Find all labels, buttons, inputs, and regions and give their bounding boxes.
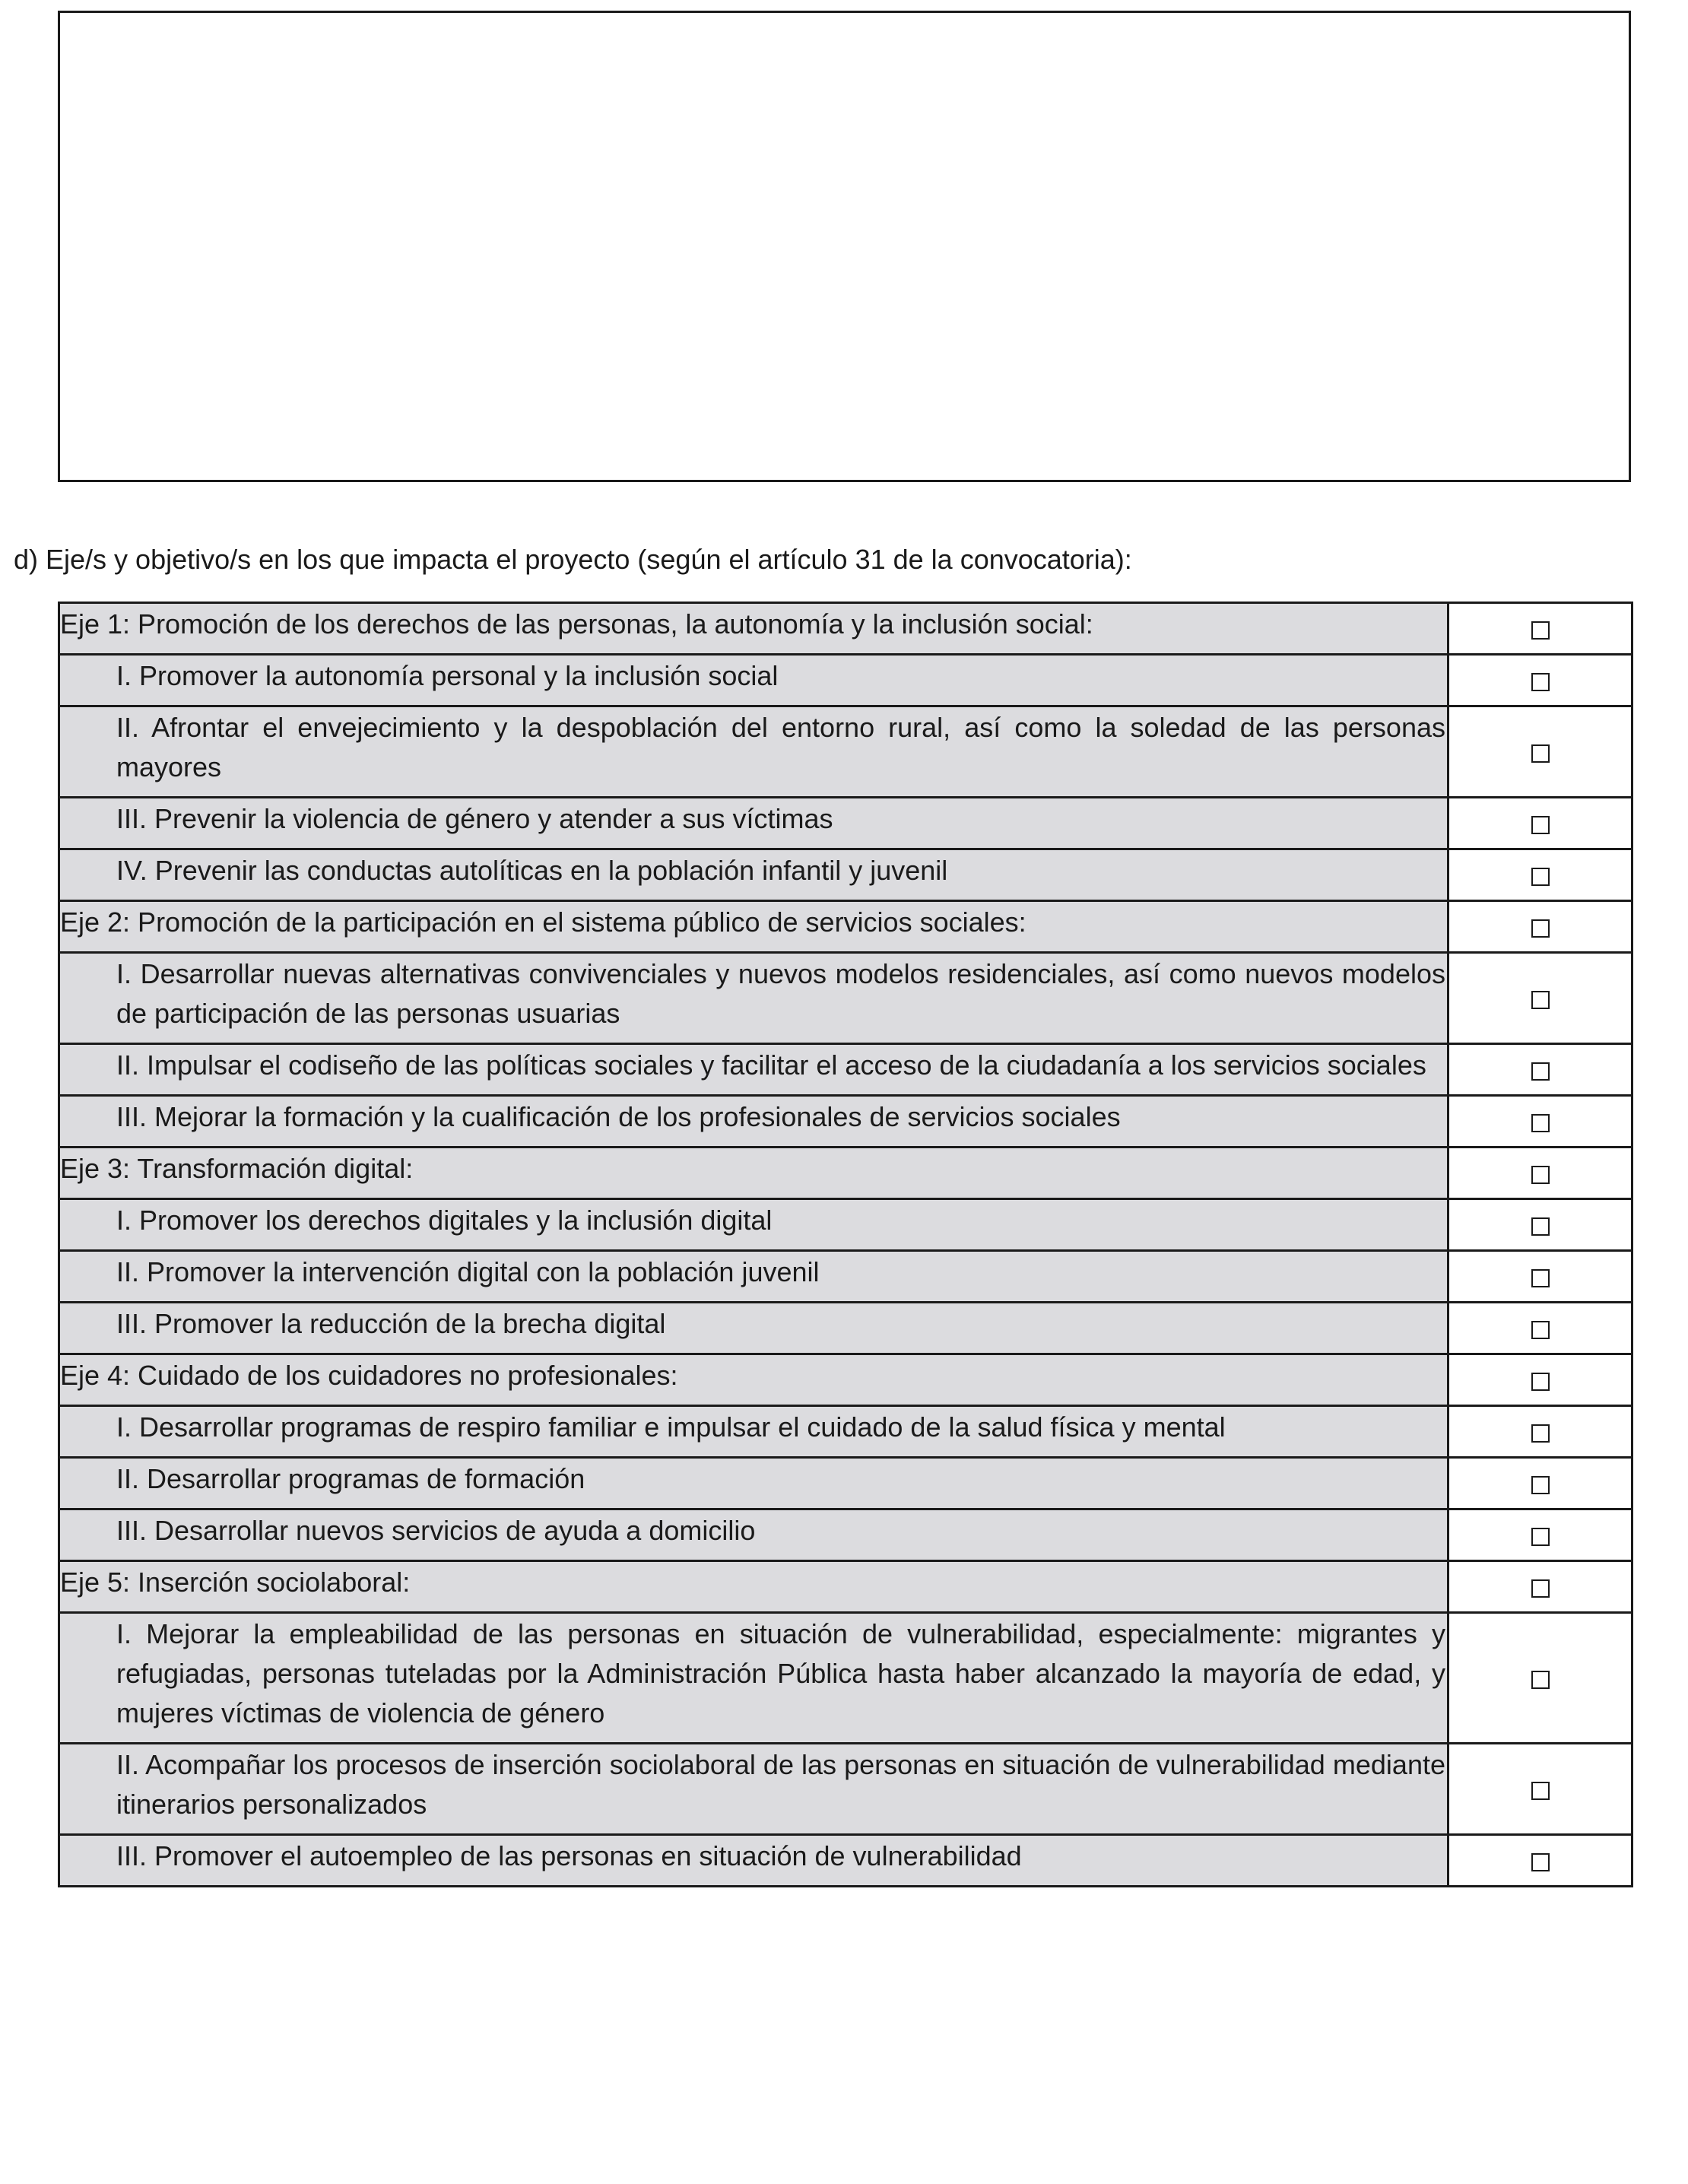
checkbox[interactable]: [1531, 744, 1550, 763]
axis-3-objective-1-row: [59, 1199, 1632, 1251]
row-label-cell: [59, 1406, 1448, 1458]
axis-label: Eje 5: Inserción sociolaboral:: [60, 1567, 411, 1598]
row-label-cell: [59, 1561, 1448, 1613]
row-checkbox-cell: [1448, 603, 1632, 655]
row-checkbox-cell: [1448, 1613, 1632, 1744]
row-label-cell: [59, 1744, 1448, 1835]
axis-2-row: [59, 901, 1632, 953]
axis-1-objective-2-row: [59, 706, 1632, 798]
row-checkbox-cell: [1448, 1199, 1632, 1251]
checkbox[interactable]: [1531, 1114, 1550, 1132]
description-text-box[interactable]: [58, 11, 1631, 482]
axis-4-objective-3-row: [59, 1509, 1632, 1561]
axis-3-objective-2-row: [59, 1251, 1632, 1303]
axis-2-objective-1-row: [59, 953, 1632, 1044]
row-checkbox-cell: [1448, 655, 1632, 706]
axis-label: Eje 3: Transformación digital:: [60, 1153, 414, 1184]
row-checkbox-cell: [1448, 1835, 1632, 1887]
axis-label: Eje 1: Promoción de los derechos de las personas, la autonomía y la inclusión social:: [60, 608, 1093, 640]
checkbox[interactable]: [1531, 1269, 1550, 1287]
row-checkbox-cell: [1448, 1044, 1632, 1096]
row-checkbox-cell: [1448, 1509, 1632, 1561]
objective-label: I. Mejorar la empleabilidad de las personas en situación de vulnerabilidad, especialmente: migrantes y refugiadas, personas tuteladas por la Administración Pública hasta haber alcanzado la mayoría de edad, y mujeres víctimas de violencia de género: [116, 1618, 1445, 1728]
row-label-cell: [59, 1354, 1448, 1406]
row-label-cell: [59, 1148, 1448, 1199]
objective-label: III. Mejorar la formación y la cualificación de los profesionales de servicios sociales: [116, 1101, 1121, 1132]
row-checkbox-cell: [1448, 1303, 1632, 1354]
checkbox[interactable]: [1531, 1853, 1550, 1871]
axes-objectives-table: [58, 602, 1633, 1887]
objective-label: II. Desarrollar programas de formación: [116, 1463, 585, 1494]
checkbox[interactable]: [1531, 1476, 1550, 1494]
checkbox[interactable]: [1531, 1062, 1550, 1081]
objective-label: III. Desarrollar nuevos servicios de ayuda a domicilio: [116, 1515, 756, 1546]
axis-2-objective-2-row: [59, 1044, 1632, 1096]
row-label-cell: [59, 1044, 1448, 1096]
row-checkbox-cell: [1448, 1406, 1632, 1458]
axis-1-objective-4-row: [59, 849, 1632, 901]
row-label-cell: [59, 901, 1448, 953]
objective-label: IV. Prevenir las conductas autolíticas en la población infantil y juvenil: [116, 855, 948, 886]
row-label-cell: [59, 603, 1448, 655]
row-label-cell: [59, 1835, 1448, 1887]
checkbox[interactable]: [1531, 1528, 1550, 1546]
checkbox[interactable]: [1531, 919, 1550, 938]
checkbox[interactable]: [1531, 1424, 1550, 1443]
row-checkbox-cell: [1448, 706, 1632, 798]
row-label-cell: [59, 1096, 1448, 1148]
objective-label: I. Promover la autonomía personal y la inclusión social: [116, 660, 779, 691]
row-checkbox-cell: [1448, 1096, 1632, 1148]
checkbox[interactable]: [1531, 1217, 1550, 1236]
row-checkbox-cell: [1448, 1148, 1632, 1199]
row-checkbox-cell: [1448, 1354, 1632, 1406]
objective-label: III. Prevenir la violencia de género y atender a sus víctimas: [116, 803, 833, 834]
row-label-cell: [59, 1303, 1448, 1354]
checkbox[interactable]: [1531, 1373, 1550, 1391]
objective-label: I. Desarrollar nuevas alternativas convivenciales y nuevos modelos residenciales, así como nuevos modelos de participación de las personas usuarias: [116, 958, 1445, 1029]
axis-5-objective-1-row: [59, 1613, 1632, 1744]
objective-label: I. Promover los derechos digitales y la inclusión digital: [116, 1205, 773, 1236]
row-label-cell: [59, 798, 1448, 849]
objective-label: II. Afrontar el envejecimiento y la despoblación del entorno rural, así como la soledad de las personas mayores: [116, 712, 1445, 782]
axis-4-objective-2-row: [59, 1458, 1632, 1509]
checkbox[interactable]: [1531, 1671, 1550, 1689]
row-label-cell: [59, 1251, 1448, 1303]
axis-5-row: [59, 1561, 1632, 1613]
row-label-cell: [59, 849, 1448, 901]
row-checkbox-cell: [1448, 1744, 1632, 1835]
objective-label: III. Promover el autoempleo de las personas en situación de vulnerabilidad: [116, 1840, 1022, 1871]
checkbox[interactable]: [1531, 621, 1550, 640]
axis-label: Eje 2: Promoción de la participación en el sistema público de servicios sociales:: [60, 906, 1026, 938]
axis-label: Eje 4: Cuidado de los cuidadores no profesionales:: [60, 1360, 678, 1391]
row-checkbox-cell: [1448, 798, 1632, 849]
row-checkbox-cell: [1448, 1251, 1632, 1303]
row-label-cell: [59, 1613, 1448, 1744]
axis-3-objective-3-row: [59, 1303, 1632, 1354]
objective-label: II. Promover la intervención digital con la población juvenil: [116, 1256, 820, 1287]
axis-2-objective-3-row: [59, 1096, 1632, 1148]
checkbox[interactable]: [1531, 1579, 1550, 1598]
axis-1-objective-3-row: [59, 798, 1632, 849]
checkbox[interactable]: [1531, 673, 1550, 691]
checkbox[interactable]: [1531, 1782, 1550, 1800]
row-label-cell: [59, 655, 1448, 706]
axis-4-row: [59, 1354, 1632, 1406]
objective-label: III. Promover la reducción de la brecha digital: [116, 1308, 666, 1339]
checkbox[interactable]: [1531, 1166, 1550, 1184]
row-checkbox-cell: [1448, 1561, 1632, 1613]
axis-4-objective-1-row: [59, 1406, 1632, 1458]
axis-3-row: [59, 1148, 1632, 1199]
axis-1-objective-1-row: [59, 655, 1632, 706]
objective-label: II. Impulsar el codiseño de las políticas sociales y facilitar el acceso de la ciudadanía a los servicios sociales: [116, 1049, 1426, 1081]
checkbox[interactable]: [1531, 868, 1550, 886]
section-d-heading: d) Eje/s y objetivo/s en los que impacta el proyecto (según el artículo 31 de la convocatoria):: [14, 544, 1132, 575]
checkbox[interactable]: [1531, 816, 1550, 834]
row-checkbox-cell: [1448, 849, 1632, 901]
row-checkbox-cell: [1448, 901, 1632, 953]
row-checkbox-cell: [1448, 953, 1632, 1044]
objective-label: I. Desarrollar programas de respiro familiar e impulsar el cuidado de la salud física y mental: [116, 1411, 1226, 1443]
checkbox[interactable]: [1531, 991, 1550, 1009]
axis-5-objective-3-row: [59, 1835, 1632, 1887]
checkbox[interactable]: [1531, 1321, 1550, 1339]
row-label-cell: [59, 706, 1448, 798]
axis-5-objective-2-row: [59, 1744, 1632, 1835]
row-label-cell: [59, 953, 1448, 1044]
objective-label: II. Acompañar los procesos de inserción sociolaboral de las personas en situación de vulnerabilidad mediante itinerarios personalizados: [116, 1749, 1445, 1820]
row-checkbox-cell: [1448, 1458, 1632, 1509]
axis-1-row: [59, 603, 1632, 655]
row-label-cell: [59, 1199, 1448, 1251]
row-label-cell: [59, 1509, 1448, 1561]
row-label-cell: [59, 1458, 1448, 1509]
